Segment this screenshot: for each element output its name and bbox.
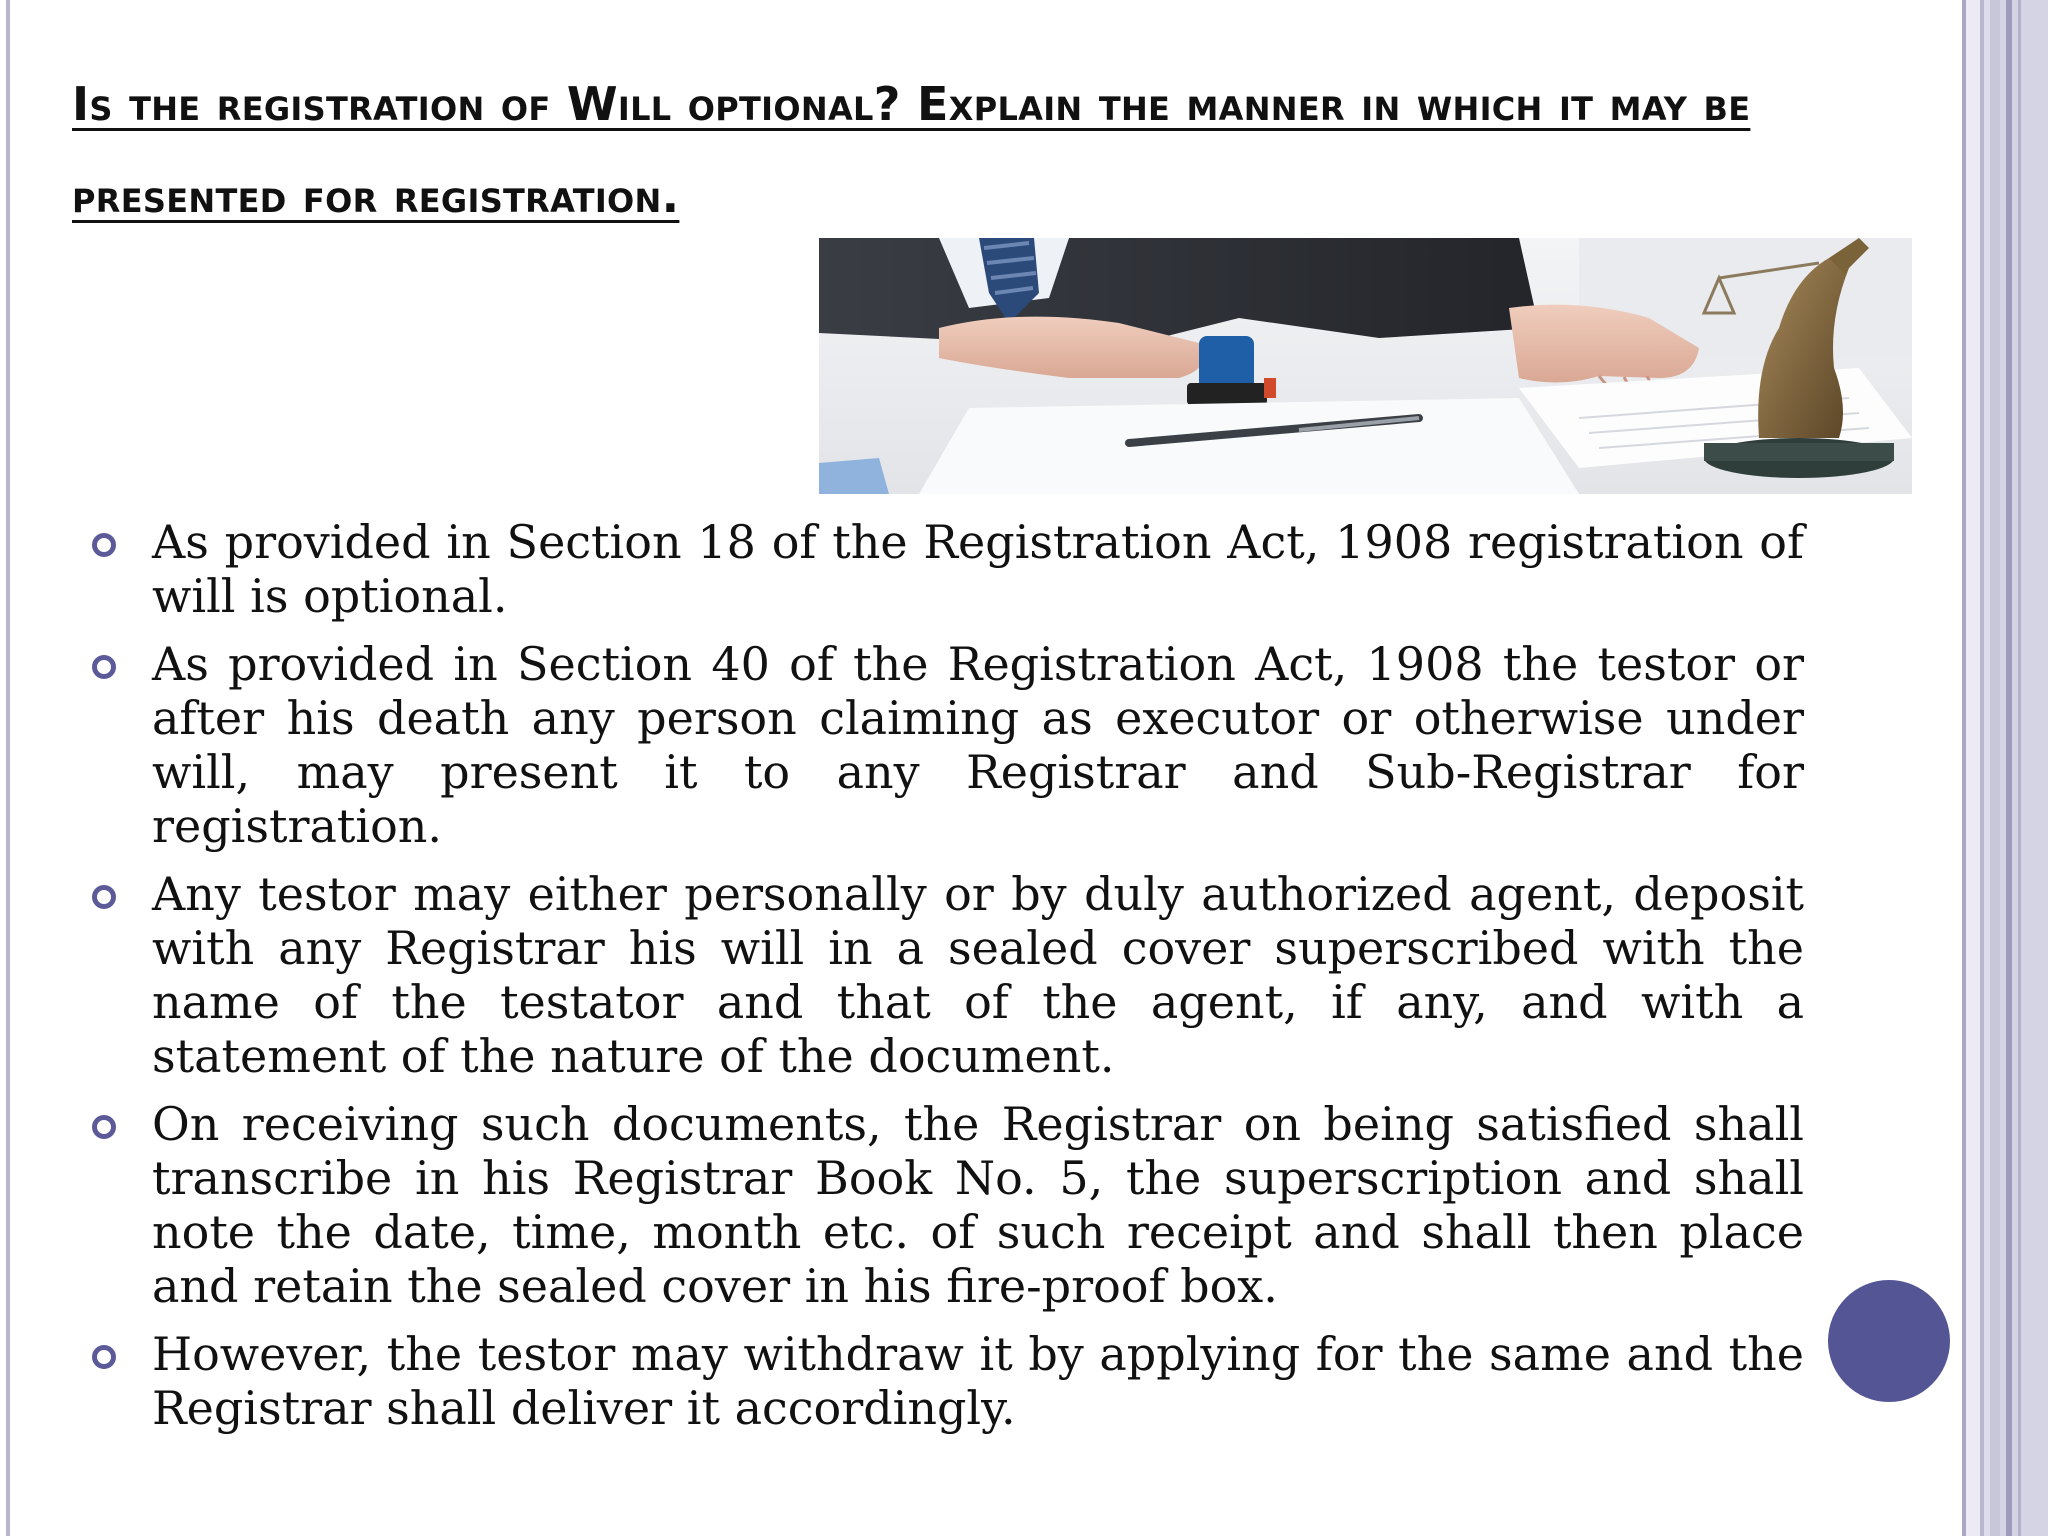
- bullet-text: However, the testor may withdraw it by applying for the same and the Registrar shall deliver it accordingly.: [152, 1327, 1804, 1435]
- list-item: [92, 1097, 1804, 1313]
- decorative-circle: [1828, 1280, 1950, 1402]
- right-decor-stripe: [2006, 0, 2012, 1536]
- bullet-circle-icon: [92, 655, 116, 679]
- bullet-circle-icon: [92, 1115, 116, 1139]
- slide-title: Is the registration of Will optional? Explain the manner in which it may be presented for registration.: [72, 77, 1751, 223]
- list-item: [92, 867, 1804, 1083]
- list-item: [92, 637, 1804, 853]
- left-frame-line: [6, 0, 10, 1536]
- list-item: [92, 515, 1804, 623]
- right-decor-stripe: [2018, 0, 2021, 1536]
- bullet-circle-icon: [92, 533, 116, 557]
- bullet-text: As provided in Section 18 of the Registration Act, 1908 registration of will is optional.: [152, 515, 1804, 623]
- bullet-list: [92, 515, 1804, 1449]
- bullet-text: On receiving such documents, the Registrar on being satisfied shall transcribe in his Registrar Book No. 5, the superscription and shall note the date, time, month etc. of such receipt and shall then place and retain the sealed cover in his fire-proof box.: [152, 1097, 1804, 1313]
- bullet-text: Any testor may either personally or by duly authorized agent, deposit with any Registrar his will in a sealed cover superscribed with the name of the testator and that of the agent, if any, and with a statement of the nature of the document.: [152, 867, 1804, 1083]
- bullet-circle-icon: [92, 885, 116, 909]
- bullet-text: As provided in Section 40 of the Registration Act, 1908 the testor or after his death any person claiming as executor or otherwise under will, may present it to any Registrar and Sub-Registrar for registration.: [152, 637, 1804, 853]
- bullet-circle-icon: [92, 1345, 116, 1369]
- right-decor-stripe: [1966, 0, 1980, 1536]
- list-item: [92, 1327, 1804, 1435]
- right-decor-stripe: [1990, 0, 2000, 1536]
- lawyer-stamping-document-photo: [819, 238, 1912, 494]
